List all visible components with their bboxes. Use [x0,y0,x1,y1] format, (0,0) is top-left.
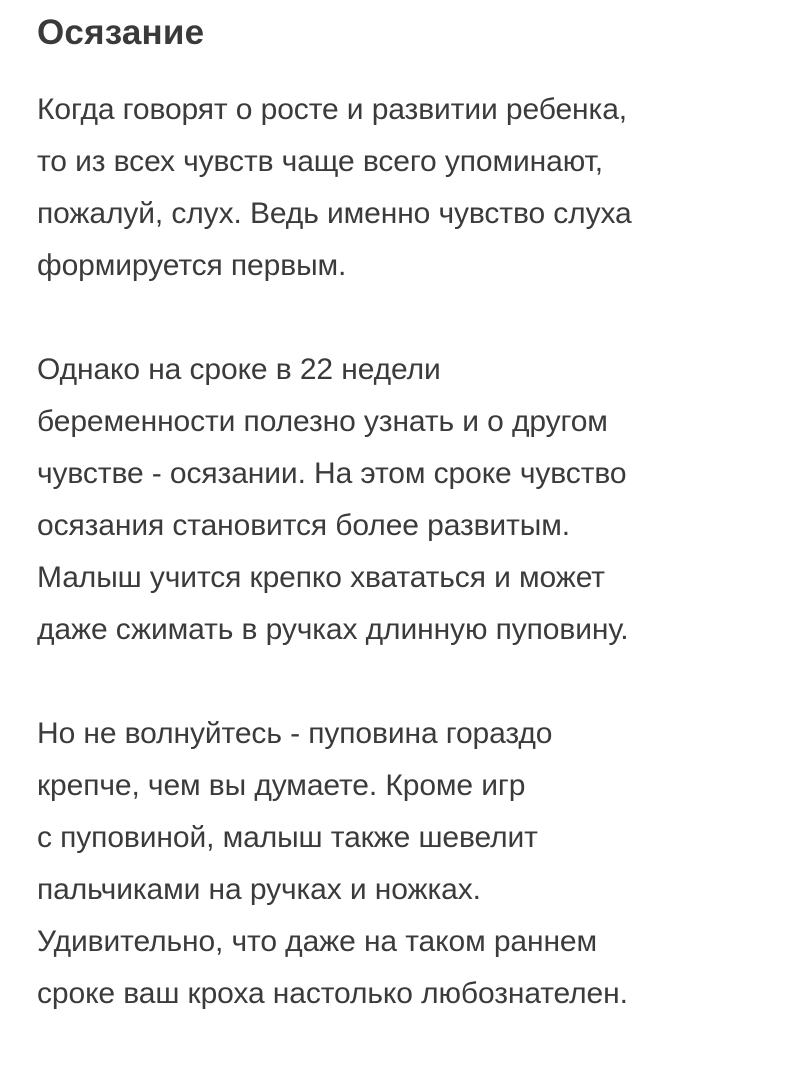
paragraph-line: чувстве - осязании. На этом сроке чувство [37,457,627,490]
paragraph-3 [37,708,777,1020]
paragraph-line: формируется первым. [37,249,347,282]
paragraph-line: Однако на сроке в 22 недели [37,353,441,386]
article [37,0,777,1072]
paragraph-1 [37,84,777,292]
paragraph-line: Когда говорят о росте и развитии ребенка, [37,93,628,126]
paragraph-line: пальчиками на ручках и ножках. [37,873,481,906]
paragraph-line: Малыш учится крепко хвататься и может [37,561,605,594]
paragraph-line: то из всех чувств чаще всего упоминают, [37,145,603,178]
paragraph-line: Удивительно, что даже на таком раннем [37,925,598,958]
paragraph-line: Но не волнуйтесь - пуповина гораздо [37,717,553,750]
paragraph-line: сроке ваш кроха настолько любознателен. [37,977,628,1010]
paragraph-line: даже сжимать в ручках длинную пуповину. [37,613,629,646]
article-heading: Осязание [37,13,205,52]
paragraph-2 [37,344,777,656]
paragraph-line: беременности полезно узнать и о другом [37,405,608,438]
paragraph-line: с пуповиной, малыш также шевелит [37,821,538,854]
paragraph-line: крепче, чем вы думаете. Кроме игр [37,769,526,802]
paragraph-line: осязания становится более развитым. [37,509,570,542]
paragraph-line: пожалуй, слух. Ведь именно чувство слуха [37,197,632,230]
article-body [37,84,777,1020]
